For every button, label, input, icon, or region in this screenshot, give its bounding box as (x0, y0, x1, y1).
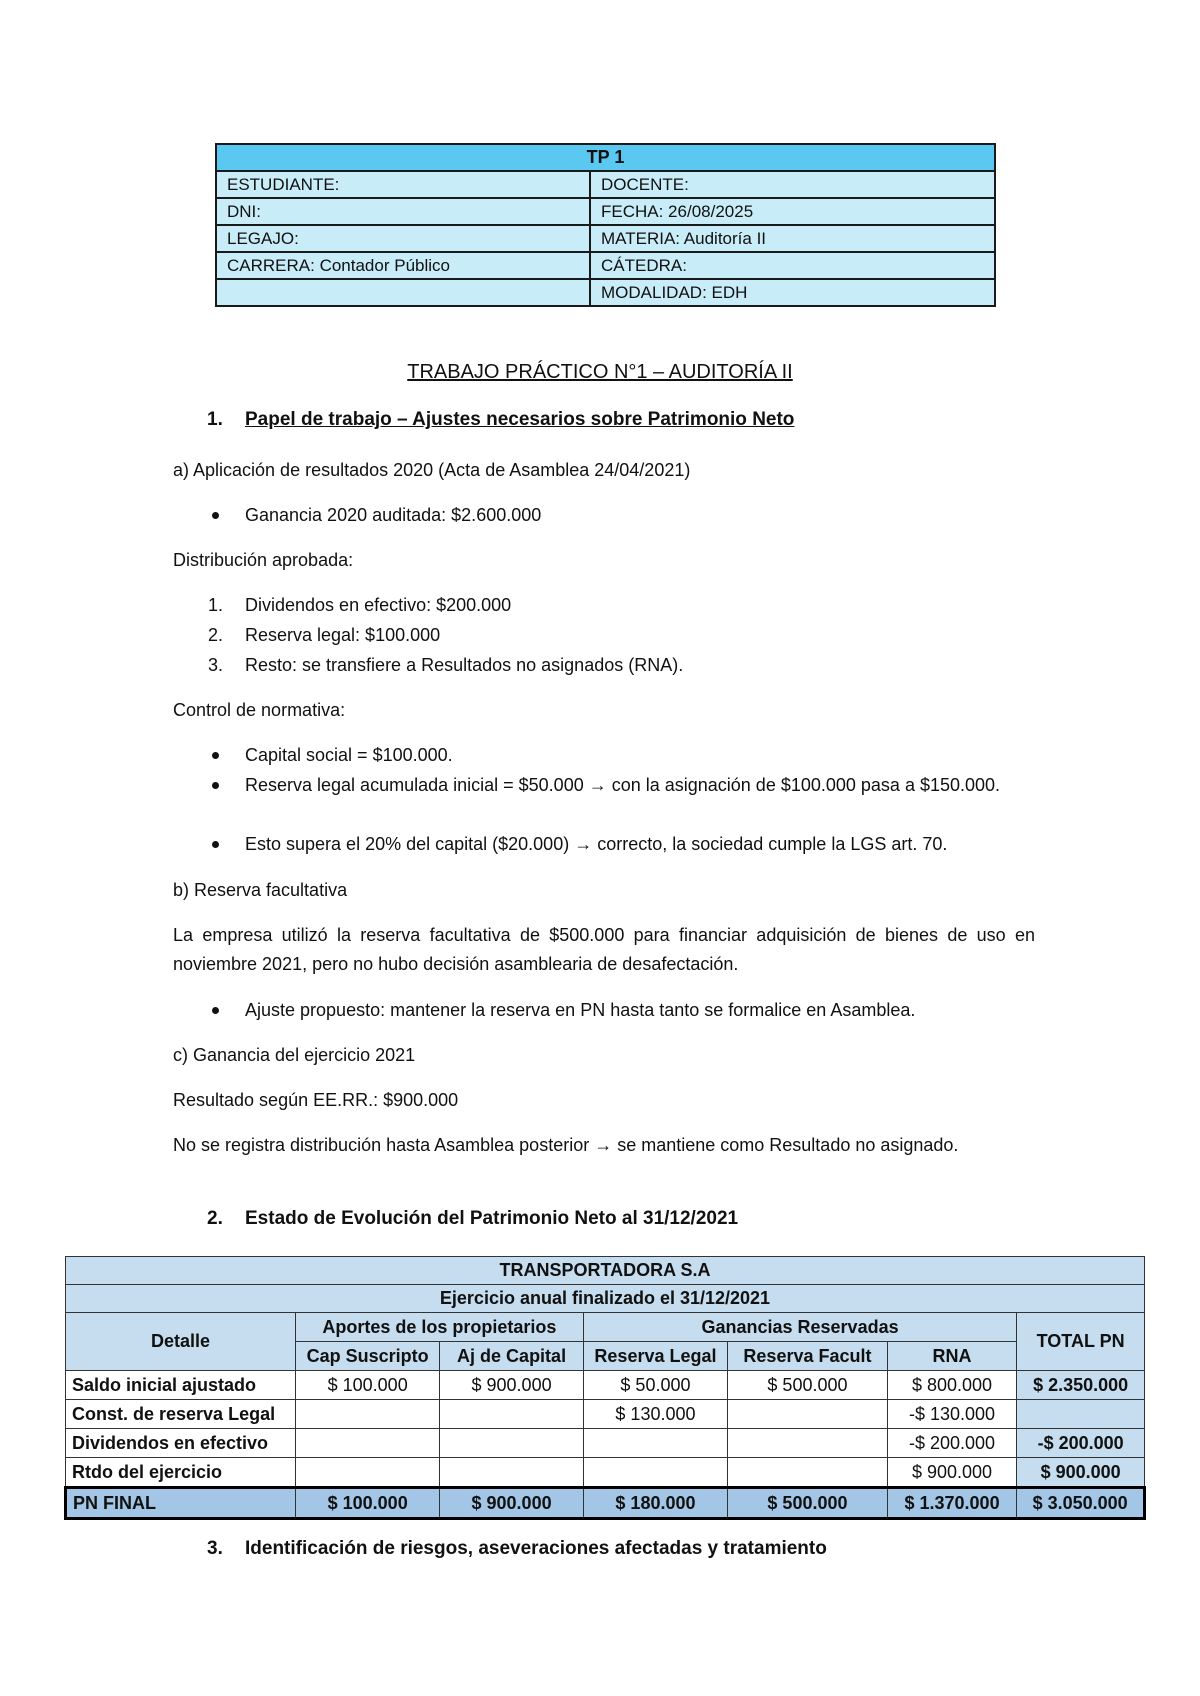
cell: $ 900.000 (440, 1371, 583, 1400)
document-title: TRABAJO PRÁCTICO N°1 – AUDITORÍA II (407, 361, 793, 383)
cell (728, 1458, 888, 1488)
subcol-reserva-facult: Reserva Facult (728, 1342, 888, 1371)
subcol-cap-suscripto: Cap Suscripto (296, 1342, 440, 1371)
cell (296, 1458, 440, 1488)
list-text: Ajuste propuesto: mantener la reserva en PN hasta tanto se formalice en Asamblea. (245, 1000, 916, 1020)
section-1-heading (207, 409, 794, 431)
header-cell-fecha: FECHA: 26/08/2025 (590, 198, 995, 225)
header-title: TP 1 (216, 144, 995, 171)
header-cell-docente: DOCENTE: (590, 171, 995, 198)
subcol-reserva-legal: Reserva Legal (583, 1342, 727, 1371)
cell: $ 800.000 (887, 1371, 1016, 1400)
group-ganancias: Ganancias Reservadas (583, 1313, 1016, 1342)
row-label: Rtdo del ejercicio (66, 1458, 296, 1488)
cell: -$ 200.000 (887, 1429, 1016, 1458)
header-cell-modalidad: MODALIDAD: EDH (590, 279, 995, 306)
control-item (245, 830, 947, 859)
cell (583, 1429, 727, 1458)
final-row (66, 1488, 1145, 1519)
final-label: PN FINAL (66, 1488, 296, 1519)
list-text: Resto: se transfiere a Resultados no asignados (RNA). (245, 655, 684, 675)
cell (583, 1458, 727, 1488)
list-number: 2. (208, 625, 224, 645)
header-cell-carrera: CARRERA: Contador Público (216, 252, 590, 279)
col-detalle: Detalle (66, 1313, 296, 1371)
cell (728, 1400, 888, 1429)
cell (296, 1400, 440, 1429)
control-item (245, 771, 1035, 800)
list-number: 1. (208, 595, 224, 615)
final-cell: $ 900.000 (440, 1488, 583, 1519)
final-cell: $ 500.000 (728, 1488, 888, 1519)
cell (440, 1458, 583, 1488)
table-row (66, 1429, 1145, 1458)
bullet-dot (212, 752, 219, 759)
cell (440, 1400, 583, 1429)
list-text: Reserva legal acumulada inicial = $50.000 → con la asignación de $100.000 pasa a $150.000. (245, 775, 1001, 795)
col-total: TOTAL PN (1017, 1313, 1145, 1371)
part-a-bullet (245, 501, 541, 530)
part-a-heading: a) Aplicación de resultados 2020 (Acta de Asamblea 24/04/2021) (173, 460, 691, 480)
group-aportes: Aportes de los propietarios (296, 1313, 584, 1342)
total-cell: -$ 200.000 (1017, 1429, 1145, 1458)
header-cell-empty (216, 279, 590, 306)
final-cell: $ 180.000 (583, 1488, 727, 1519)
distribution-item (208, 591, 512, 620)
cell (296, 1429, 440, 1458)
part-b-paragraph: La empresa utilizó la reserva facultativa de $500.000 para financiar adquisición de bienes de uso en noviembre 2021, pero no hubo decisión asamblearia de desafectación. (173, 925, 1035, 974)
total-cell (1017, 1400, 1145, 1429)
header-cell-legajo: LEGAJO: (216, 225, 590, 252)
table-row (66, 1458, 1145, 1488)
subcol-aj-capital: Aj de Capital (440, 1342, 583, 1371)
header-cell-estudiante: ESTUDIANTE: (216, 171, 590, 198)
control-label: Control de normativa: (173, 700, 346, 720)
distribution-label: Distribución aprobada: (173, 550, 354, 570)
final-total: $ 3.050.000 (1017, 1488, 1145, 1519)
control-item (245, 741, 453, 770)
part-b-heading: b) Reserva facultativa (173, 880, 348, 900)
cell: $ 900.000 (887, 1458, 1016, 1488)
section-1-title: Papel de trabajo – Ajustes necesarios sobre Patrimonio Neto (245, 409, 795, 430)
section-1-number: 1. (207, 409, 223, 430)
part-a-bullet-text: Ganancia 2020 auditada: $2.600.000 (245, 505, 542, 525)
bullet-dot (212, 841, 219, 848)
cell: $ 500.000 (728, 1371, 888, 1400)
part-b-bullet (245, 996, 915, 1025)
table-row (66, 1371, 1145, 1400)
bullet-dot (212, 512, 219, 519)
table-period: Ejercicio anual finalizado el 31/12/2021 (66, 1285, 1145, 1313)
list-text: Esto supera el 20% del capital ($20.000) → correcto, la sociedad cumple la LGS art. 70. (245, 834, 948, 854)
distribution-item (208, 621, 441, 650)
bullet-dot (212, 782, 219, 789)
row-label: Const. de reserva Legal (66, 1400, 296, 1429)
part-c-heading: c) Ganancia del ejercicio 2021 (173, 1045, 416, 1065)
header-cell-dni: DNI: (216, 198, 590, 225)
header-table (215, 143, 996, 307)
row-label: Dividendos en efectivo (66, 1429, 296, 1458)
bullet-dot (212, 1007, 219, 1014)
cell: $ 50.000 (583, 1371, 727, 1400)
list-text: Dividendos en efectivo: $200.000 (245, 595, 512, 615)
total-cell: $ 900.000 (1017, 1458, 1145, 1488)
section-2-heading (207, 1208, 738, 1230)
part-c-paragraph: No se registra distribución hasta Asamblea posterior → se mantiene como Resultado no asignado. (173, 1135, 959, 1155)
section-3-heading (207, 1538, 827, 1560)
equity-evolution-table (64, 1256, 1146, 1520)
section-2-title: Estado de Evolución del Patrimonio Neto al 31/12/2021 (245, 1208, 739, 1229)
part-c-result: Resultado según EE.RR.: $900.000 (173, 1090, 459, 1110)
final-cell: $ 100.000 (296, 1488, 440, 1519)
row-label: Saldo inicial ajustado (66, 1371, 296, 1400)
cell (728, 1429, 888, 1458)
final-cell: $ 1.370.000 (887, 1488, 1016, 1519)
distribution-item (208, 651, 684, 680)
cell: $ 130.000 (583, 1400, 727, 1429)
total-cell: $ 2.350.000 (1017, 1371, 1145, 1400)
cell: $ 100.000 (296, 1371, 440, 1400)
list-number: 3. (208, 655, 224, 675)
section-3-title: Identificación de riesgos, aseveraciones afectadas y tratamiento (245, 1538, 827, 1559)
table-row (66, 1400, 1145, 1429)
subcol-rna: RNA (887, 1342, 1016, 1371)
section-2-number: 2. (207, 1208, 223, 1229)
cell (440, 1429, 583, 1458)
list-text: Reserva legal: $100.000 (245, 625, 441, 645)
header-cell-materia: MATERIA: Auditoría II (590, 225, 995, 252)
header-cell-catedra: CÁTEDRA: (590, 252, 995, 279)
cell: -$ 130.000 (887, 1400, 1016, 1429)
section-3-number: 3. (207, 1538, 223, 1559)
table-company: TRANSPORTADORA S.A (66, 1257, 1145, 1285)
list-text: Capital social = $100.000. (245, 745, 453, 765)
